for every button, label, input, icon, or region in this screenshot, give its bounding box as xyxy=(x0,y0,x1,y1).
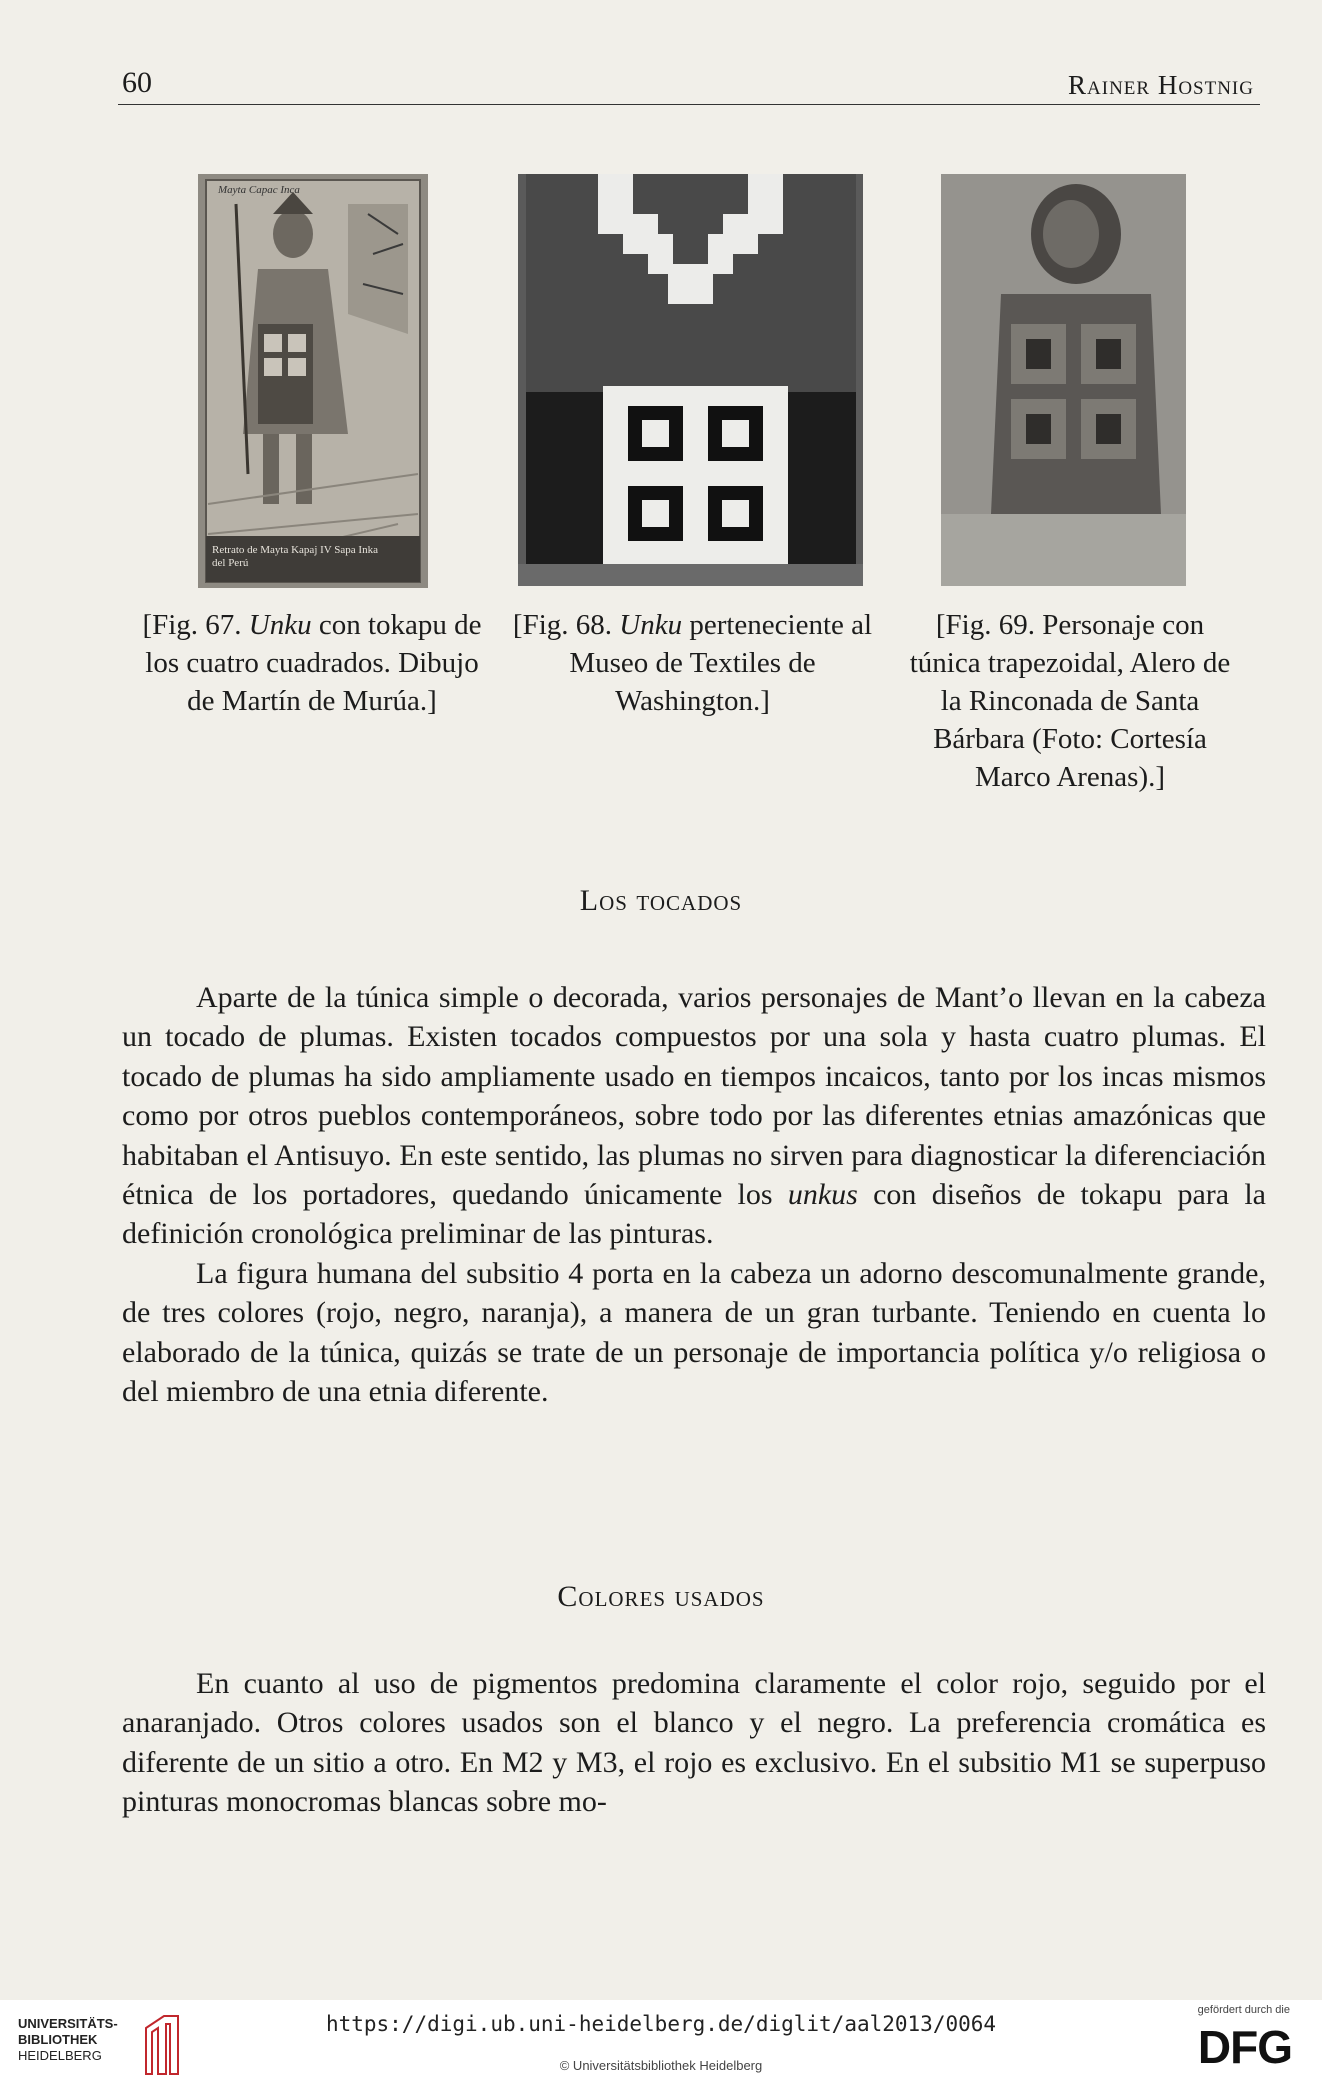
footer-url-link[interactable]: https://digi.ub.uni-heidelberg.de/diglit/aal2013/0064 xyxy=(325,2012,997,2036)
paragraph-text: Aparte de la túnica simple o decorada, varios personajes de Mant’o llevan en la cabeza un tocado de plumas. Existen tocados compuestos por una sola y hasta cuatro plumas. El tocado de plumas ha sido ampliamente usado en tiempos incaicos, tanto por los incas mismos como por otros pueblos contemporáneos, sobre todo por las diferentes etnias amazónicas que habitaban el Antisuyo. En este sentido, las plumas no sirven para diagnosticar la diferenciación étnica de los portadores, quedando únicamente los xyxy=(122,981,1266,1212)
section-heading-colores: Colores usados xyxy=(557,1580,765,1613)
paragraph-text: con diseños de tokapu para la definición cronológica preliminar de las pinturas. xyxy=(122,1178,1266,1251)
paragraph xyxy=(122,978,1266,1254)
figure-68-caption-prefix: [Fig. 68. xyxy=(512,609,620,641)
figure-69-drawing xyxy=(941,174,1186,586)
figure-68-caption-rest: perteneciente al Museo de Textiles de Washington.] xyxy=(569,609,873,717)
figure-68-caption-italic: Unku xyxy=(619,609,683,641)
figure-67-caption-prefix: [Fig. 67. xyxy=(142,609,249,641)
funder-note: gefördert durch die xyxy=(1197,2004,1290,2016)
figure-67-image xyxy=(198,174,428,588)
dfg-logo: DFG xyxy=(1197,2021,1292,2073)
running-head-author: Rainer Hostnig xyxy=(1068,70,1254,100)
figure-67-drawing xyxy=(198,174,428,588)
library-logo-line1: UNIVERSITÄTS- xyxy=(18,2016,118,2031)
paragraph: La figura humana del subsitio 4 porta en la cabeza un adorno descomunalmente grande, de tres colores (rojo, negro, naranja), a manera de un gran turbante. Teniendo en cuenta lo elaborado de la túnica, quizás se trate de un personaje de importancia política y/o religiosa o del miembro de una etnia diferente. xyxy=(122,1256,1266,1409)
figure-68-caption xyxy=(500,606,885,720)
figure-67-inset-label xyxy=(212,544,378,570)
header-rule xyxy=(118,104,1260,105)
figure-68-image xyxy=(518,174,863,586)
library-logo-line2: BIBLIOTHEK xyxy=(18,2032,98,2047)
section-body-colores xyxy=(122,1664,1266,1822)
paragraph-italic: unkus xyxy=(787,1178,858,1212)
figure-67-caption-italic: Unku xyxy=(248,609,312,641)
figure-67-caption xyxy=(132,606,492,720)
figure-67-caption-rest: con tokapu de los cuatro cuadrados. Dibujo de Martín de Murúa.] xyxy=(145,609,482,717)
figure-69-caption: [Fig. 69. Personaje con túnica trapezoidal, Alero de la Rinconada de Santa Bárbara (Foto: Cortesía Marco Arenas).] xyxy=(909,609,1231,793)
figure-69-image xyxy=(941,174,1186,586)
footer-copyright: © Universitätsbibliothek Heidelberg xyxy=(559,2058,763,2073)
figure-68-drawing xyxy=(518,174,863,586)
figure-67-inset-title: Mayta Capac Inca xyxy=(218,184,300,196)
figure-67-inset-label-line1: Retrato de Mayta Kapaj IV Sapa Inka xyxy=(212,544,378,556)
section-heading-tocados: Los tocados xyxy=(579,884,743,917)
section-body-tocados xyxy=(122,978,1266,1411)
library-logo-line3: HEIDELBERG xyxy=(18,2048,102,2063)
figure-67-inset-label-line2: del Perú xyxy=(212,557,249,569)
page-number: 60 xyxy=(122,66,152,99)
paragraph: En cuanto al uso de pigmentos predomina claramente el color rojo, seguido por el anaranjado. Otros colores usados son el blanco y el negro. La preferencia cromática es diferente de un sitio a otro. En M2 y M3, el rojo es exclusivo. En el subsitio M1 se superpuso pinturas monocromas blancas sobre mo- xyxy=(122,1667,1266,1819)
